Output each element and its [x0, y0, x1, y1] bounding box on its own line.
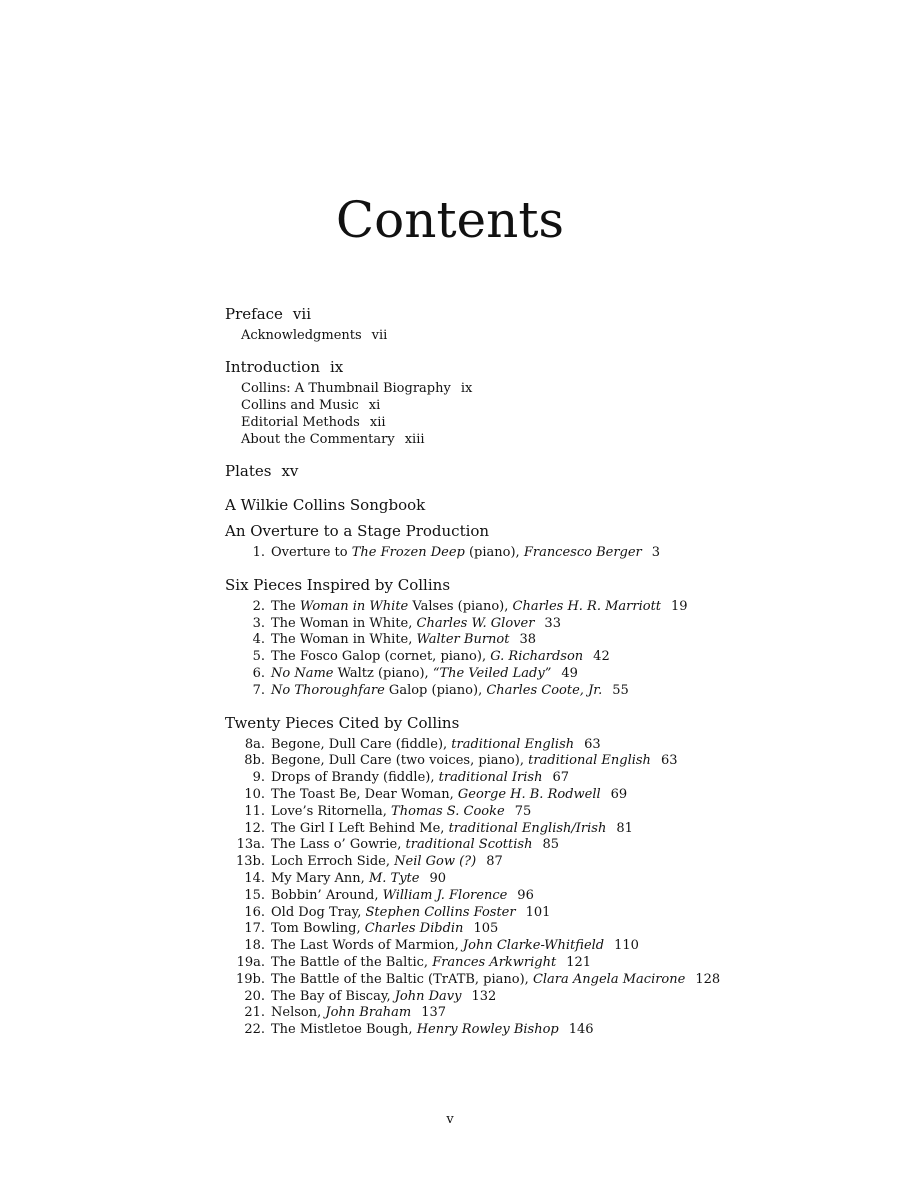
- entry-italic-text: No Thoroughfare: [271, 682, 385, 698]
- entry-text: The Lass o’ Gowrie,: [271, 837, 406, 853]
- entry-title: [271, 955, 556, 970]
- entry-text: The Girl I Left Behind Me,: [271, 820, 449, 836]
- entry-text: Overture to: [271, 545, 352, 560]
- entry-title: [271, 888, 507, 903]
- entry-italic-text: John Clarke-Whitfield: [462, 938, 605, 954]
- entry-number: 20.: [244, 988, 265, 1004]
- entry-italic-text: Woman in White: [299, 598, 409, 614]
- entry-text: The Toast Be, Dear Woman,: [271, 786, 458, 802]
- toc-subentry: [225, 327, 885, 344]
- toc-subentries: [225, 380, 885, 448]
- toc-heading-text: Preface: [225, 305, 283, 323]
- entry-list: [225, 545, 885, 562]
- list-item: [225, 938, 885, 955]
- entry-list: [225, 737, 885, 1039]
- entry-text: The Woman in White,: [271, 615, 417, 631]
- list-item: [225, 989, 885, 1006]
- entry-title: [271, 737, 574, 752]
- list-item: [225, 972, 885, 989]
- entry-italic-text: “The Veiled Lady”: [432, 665, 552, 681]
- entry-text: Nelson,: [271, 1005, 326, 1021]
- toc-page-number: ix: [330, 358, 344, 376]
- entry-text: Drops of Brandy (fiddle),: [271, 770, 439, 786]
- entry-italic-text: Henry Rowley Bishop: [416, 1022, 559, 1038]
- toc-subentry-text: Collins and Music: [241, 398, 359, 413]
- entry-text: Waltz (piano),: [333, 665, 433, 681]
- songbook-heading: A Wilkie Collins Songbook: [225, 496, 426, 514]
- entry-number: 8a.: [244, 736, 265, 752]
- entry-number: 7.: [252, 682, 265, 698]
- list-item: [225, 921, 885, 938]
- toc-page-number: vii: [292, 305, 311, 323]
- toc-page-number: 33: [544, 615, 561, 631]
- page-number: v: [446, 1112, 454, 1127]
- toc-subentry: [225, 380, 885, 397]
- entry-text: The Bay of Biscay,: [271, 988, 395, 1004]
- toc-subentry: [225, 414, 885, 431]
- toc-page-number: 3: [651, 545, 661, 560]
- entry-title: [271, 921, 463, 936]
- entry-title: [271, 989, 462, 1004]
- list-item: [225, 905, 885, 922]
- toc-page-number: 38: [519, 632, 537, 648]
- entry-number: 1.: [252, 545, 265, 560]
- toc-page-number: 85: [542, 837, 559, 853]
- entry-number: 15.: [244, 887, 265, 903]
- list-item: [225, 787, 885, 804]
- toc-page-number: xv: [281, 462, 299, 480]
- list-item: [225, 632, 885, 649]
- entry-italic-text: Neil Gow (?): [394, 854, 477, 870]
- list-item: [225, 599, 885, 616]
- entry-text: The Fosco Galop (cornet, piano),: [271, 649, 491, 665]
- entry-italic-text: traditional English: [451, 736, 575, 752]
- toc-subentry: [225, 397, 885, 414]
- toc-subentry: [225, 431, 885, 448]
- toc-page-number: 105: [473, 921, 499, 937]
- list-item: [225, 821, 885, 838]
- entry-italic-text: Charles Dibdin: [364, 921, 464, 937]
- entry-number: 12.: [244, 820, 265, 836]
- entry-title: [271, 938, 604, 953]
- entry-number: 13a.: [236, 837, 265, 853]
- entry-text: Begone, Dull Care (fiddle),: [271, 736, 452, 752]
- toc-subentry-text: Collins: A Thumbnail Biography: [241, 381, 451, 396]
- list-item: [225, 854, 885, 871]
- entry-italic-text: Thomas S. Cooke: [391, 803, 505, 819]
- entry-title: [271, 854, 476, 869]
- list-item: [225, 955, 885, 972]
- entry-title: [271, 821, 606, 836]
- entry-number: 17.: [244, 921, 265, 937]
- entry-text: Bobbin’ Around,: [271, 887, 383, 903]
- toc-page-number: 42: [593, 649, 610, 665]
- entry-italic-text: traditional Scottish: [405, 837, 533, 853]
- entry-title: [271, 770, 542, 785]
- entry-title: [271, 787, 601, 802]
- entry-number: 11.: [244, 803, 265, 819]
- toc-page-number: 132: [471, 988, 497, 1004]
- entry-number: 19b.: [236, 971, 265, 987]
- entry-italic-text: George H. B. Rodwell: [457, 786, 601, 802]
- toc-page-number: 87: [486, 854, 503, 870]
- entry-text: The Battle of the Baltic,: [271, 954, 433, 970]
- list-item: [225, 804, 885, 821]
- list-item: [225, 1005, 885, 1022]
- toc-page-number: 121: [566, 954, 592, 970]
- toc-page-number: 69: [610, 786, 628, 802]
- entry-italic-text: Clara Angela Macirone: [532, 971, 686, 987]
- toc-page-number: 96: [517, 887, 534, 903]
- toc-page-number: 81: [616, 820, 633, 836]
- entry-text: (piano),: [464, 545, 524, 560]
- entry-number: 22.: [244, 1022, 265, 1038]
- entry-text: Tom Bowling,: [271, 921, 365, 937]
- entry-title: [271, 666, 551, 681]
- toc-page-number: 110: [614, 938, 639, 954]
- entry-text: Loch Erroch Side,: [271, 854, 395, 870]
- entry-text: The Last Words of Marmion,: [271, 938, 463, 954]
- toc-page-number: 137: [421, 1005, 447, 1021]
- entry-number: 9.: [252, 770, 265, 786]
- section-heading: Six Pieces Inspired by Collins: [225, 575, 451, 594]
- section-heading: Twenty Pieces Cited by Collins: [225, 713, 460, 732]
- toc-page-number: 75: [514, 803, 532, 819]
- entry-italic-text: traditional English: [528, 753, 651, 769]
- entry-title: [271, 1005, 411, 1020]
- entry-number: 10.: [244, 786, 265, 802]
- list-item: [225, 888, 885, 905]
- entry-number: 2.: [252, 598, 265, 614]
- entry-text: Love’s Ritornella,: [271, 803, 392, 819]
- entry-title: [271, 871, 419, 886]
- list-item: [225, 683, 885, 700]
- entry-title: [271, 804, 505, 819]
- entry-number: 14.: [244, 870, 265, 886]
- toc-page-number: xi: [368, 398, 381, 413]
- toc-page-number: 128: [695, 971, 721, 987]
- list-item: [225, 737, 885, 754]
- toc-heading-text: Introduction: [225, 358, 320, 376]
- toc-heading: [225, 303, 885, 325]
- entry-title: [271, 599, 661, 614]
- entry-title: [271, 632, 509, 647]
- entry-italic-text: Francesco Berger: [523, 545, 642, 560]
- entry-text: The: [271, 598, 300, 614]
- toc-page-number: xiii: [404, 432, 425, 447]
- toc-page-number: 63: [584, 736, 601, 752]
- entry-text: My Mary Ann,: [271, 870, 369, 886]
- entry-number: 8b.: [244, 753, 265, 769]
- entry-text: The Woman in White,: [271, 632, 417, 648]
- toc-page-number: ix: [460, 381, 473, 396]
- entry-title: [271, 649, 583, 664]
- entry-number: 19a.: [236, 954, 265, 970]
- list-item: [225, 837, 885, 854]
- toc-subentry-text: Editorial Methods: [241, 415, 360, 430]
- entry-text: Begone, Dull Care (two voices, piano),: [271, 753, 529, 769]
- toc-page-number: 49: [561, 665, 578, 681]
- toc-page-number: 63: [660, 753, 678, 769]
- toc-page-number: xii: [369, 415, 386, 430]
- entry-italic-text: traditional Irish: [438, 770, 543, 786]
- entry-italic-text: Walter Burnot: [416, 632, 510, 648]
- entry-number: 18.: [244, 938, 265, 954]
- toc-page-number: 90: [429, 870, 447, 886]
- list-item: [225, 649, 885, 666]
- list-item: [225, 770, 885, 787]
- entry-number: 5.: [252, 649, 265, 665]
- entry-italic-text: Frances Arkwright: [432, 954, 557, 970]
- entry-italic-text: No Name: [271, 665, 334, 681]
- entry-number: 6.: [252, 665, 265, 681]
- list-item: [225, 871, 885, 888]
- entry-title: [271, 837, 532, 852]
- toc-page-number: 55: [612, 682, 629, 698]
- toc-page-number: 67: [552, 770, 570, 786]
- entry-italic-text: G. Richardson: [490, 649, 584, 665]
- entry-text: The Battle of the Baltic (TrATB, piano),: [271, 971, 533, 987]
- toc-heading-text: Plates: [225, 462, 272, 480]
- entry-text: Old Dog Tray,: [271, 904, 366, 920]
- section-heading: An Overture to a Stage Production: [225, 522, 490, 540]
- entry-list: [225, 599, 885, 700]
- entry-title: [271, 972, 685, 987]
- list-item: [225, 666, 885, 683]
- list-item: [225, 1022, 885, 1039]
- entry-title: [271, 545, 642, 560]
- toc-heading: [225, 356, 885, 378]
- entry-italic-text: M. Tyte: [368, 870, 420, 886]
- entry-italic-text: William J. Florence: [382, 887, 508, 903]
- entry-italic-text: Charles Coote, Jr.: [486, 682, 603, 698]
- entry-italic-text: traditional English/Irish: [448, 820, 607, 836]
- list-item: [225, 753, 885, 770]
- entry-title: [271, 905, 516, 920]
- entry-italic-text: Stephen Collins Foster: [365, 904, 516, 920]
- entry-text: The Mistletoe Bough,: [271, 1022, 417, 1038]
- list-item: [225, 545, 885, 562]
- entry-text: Galop (piano),: [384, 682, 487, 698]
- toc-subentry-text: Acknowledgments: [241, 328, 362, 343]
- entry-number: 13b.: [236, 854, 265, 870]
- toc-page-number: 19: [671, 598, 688, 614]
- entry-italic-text: John Braham: [325, 1005, 412, 1021]
- entry-italic-text: Charles H. R. Marriott: [512, 598, 662, 614]
- toc-subentries: [225, 327, 885, 344]
- entry-title: [271, 683, 602, 698]
- list-item: [225, 616, 885, 633]
- entry-italic-text: Charles W. Glover: [416, 615, 535, 631]
- entry-italic-text: The Frozen Deep: [351, 545, 465, 560]
- toc-heading: [225, 460, 885, 482]
- toc-page-number: 101: [525, 904, 551, 920]
- entry-title: [271, 1022, 559, 1037]
- entry-number: 4.: [252, 632, 265, 648]
- toc-subentry-text: About the Commentary: [241, 432, 395, 447]
- entry-number: 21.: [244, 1005, 265, 1021]
- table-of-contents: [225, 303, 885, 1039]
- entry-italic-text: John Davy: [394, 988, 462, 1004]
- entry-text: Valses (piano),: [408, 598, 513, 614]
- page-title: Contents: [335, 191, 565, 249]
- entry-number: 16.: [244, 904, 265, 920]
- entry-title: [271, 616, 534, 631]
- toc-page-number: vii: [371, 328, 388, 343]
- toc-page-number: 146: [568, 1022, 594, 1038]
- entry-number: 3.: [252, 615, 265, 631]
- entry-title: [271, 753, 651, 768]
